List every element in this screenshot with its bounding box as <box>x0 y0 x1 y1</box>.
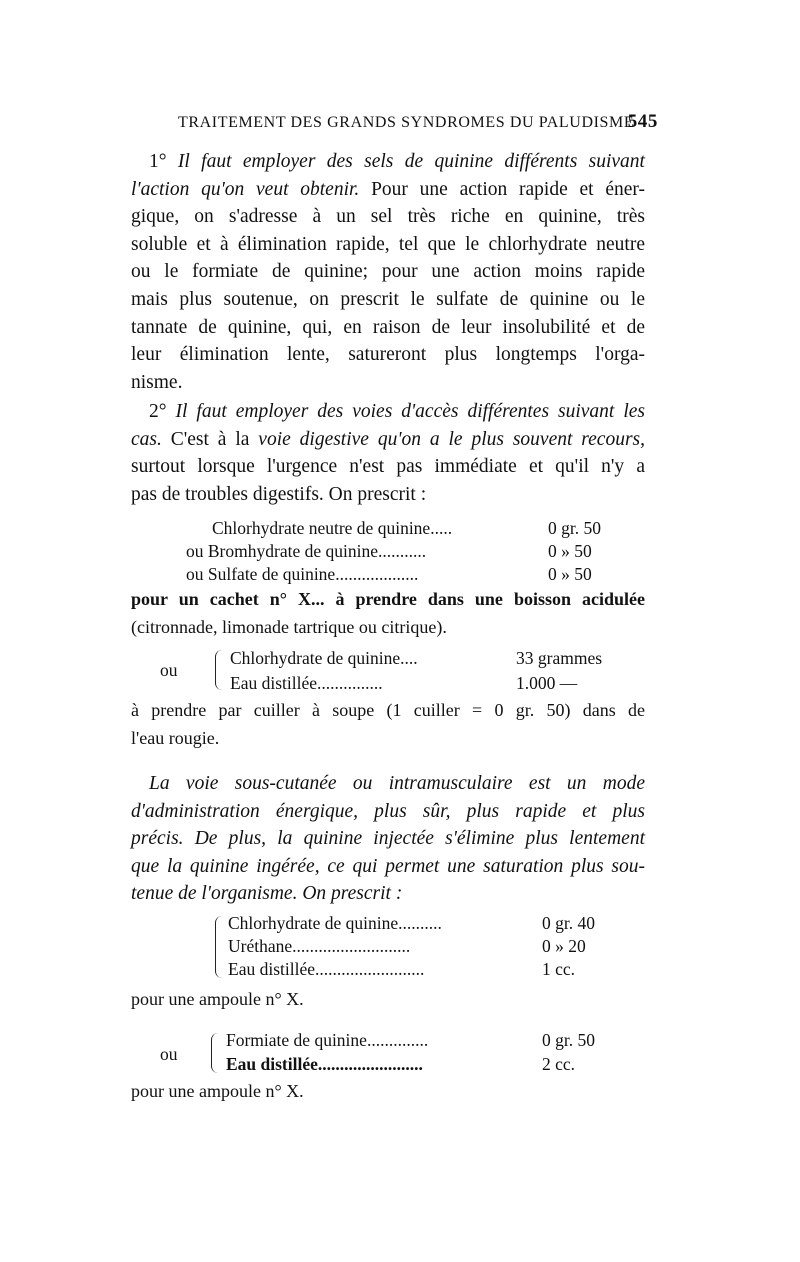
brace <box>211 1033 218 1073</box>
text-line: 1° Il faut employer des sels de quinine différents suivant <box>149 151 645 172</box>
text-line: nisme. <box>131 371 183 393</box>
rx-line: ou Sulfate de quinine................... 0 » 50 <box>186 564 592 584</box>
header-title: TRAITEMENT DES GRANDS SYNDROMES DU PALUDISME <box>178 114 635 131</box>
text-line: La voie sous-cutanée ou intramusculaire est un mode <box>149 773 645 794</box>
brace <box>215 916 222 978</box>
text-line: précis. De plus, la quinine injectée s'élimine plus lentement <box>131 828 645 850</box>
running-header <box>178 111 658 132</box>
rx-line: Chlorhydrate neutre de quinine..... 0 gr. 50 <box>212 518 601 538</box>
text-line: surtout lorsque l'urgence n'est pas immédiate et qu'il n'y a <box>131 456 645 478</box>
text-line: tannate de quinine, qui, en raison de leur insolubilité et de <box>131 316 645 338</box>
rx-line: ou Bromhydrate de quinine........... 0 » 50 <box>186 541 592 561</box>
text-line: mais plus soutenue, on prescrit le sulfate de quinine ou le <box>131 288 645 310</box>
rx3-instructions: pour une ampoule n° X. <box>131 989 304 1009</box>
text-line: gique, on s'adresse à un sel très riche en quinine, très <box>131 206 645 228</box>
paragraph-3 <box>131 770 645 908</box>
rx-line: Eau distillée........................ 2 cc. <box>226 1054 576 1074</box>
page-number: 545 <box>627 111 658 132</box>
ou-label: ou <box>160 1044 178 1064</box>
ou-label: ou <box>160 660 178 680</box>
text-line: pas de troubles digestifs. On prescrit : <box>131 483 427 505</box>
text-line: cas. C'est à la voie digestive qu'on a le plus souvent recours, <box>131 428 645 450</box>
rx-line: Eau distillée......................... 1 cc. <box>228 959 576 979</box>
paragraph-2 <box>131 398 645 508</box>
text-line: soluble et à élimination rapide, tel que le chlorhydrate neutre <box>131 233 645 255</box>
text-line: d'administration énergique, plus sûr, plus rapide et plus <box>131 800 645 822</box>
rx2-instructions: à prendre par cuiller à soupe (1 cuiller = 0 gr. 50) dans de l'eau rougie. <box>131 700 645 748</box>
rx1-instructions: pour un cachet n° X... à prendre dans une boisson acidulée (citronnade, limonade tartrique ou citrique). <box>131 589 645 637</box>
text-line: ou le formiate de quinine; pour une action moins rapide <box>131 261 645 283</box>
text-line: leur élimination lente, satureront plus longtemps l'orga- <box>131 344 645 366</box>
rx-line: Formiate de quinine.............. 0 gr. 50 <box>226 1030 595 1050</box>
brace <box>215 650 222 690</box>
text-line: 2° Il faut employer des voies d'accès différentes suivant les <box>149 401 645 422</box>
text-line: que la quinine ingérée, ce qui permet une saturation plus sou- <box>131 855 645 877</box>
rx-line: Chlorhydrate de quinine.... 33 grammes <box>230 648 603 668</box>
rx-line: Chlorhydrate de quinine.......... 0 gr. 40 <box>228 913 595 933</box>
rx-line: Uréthane........................... 0 » 20 <box>228 936 586 956</box>
text-line: tenue de l'organisme. On prescrit : <box>131 883 403 905</box>
paragraph-1 <box>131 148 645 396</box>
rx-line: Eau distillée............... 1.000 — <box>230 673 578 693</box>
text-line: l'action qu'on veut obtenir. Pour une action rapide et éner- <box>131 178 645 200</box>
rx4-instructions: pour une ampoule n° X. <box>131 1081 304 1101</box>
